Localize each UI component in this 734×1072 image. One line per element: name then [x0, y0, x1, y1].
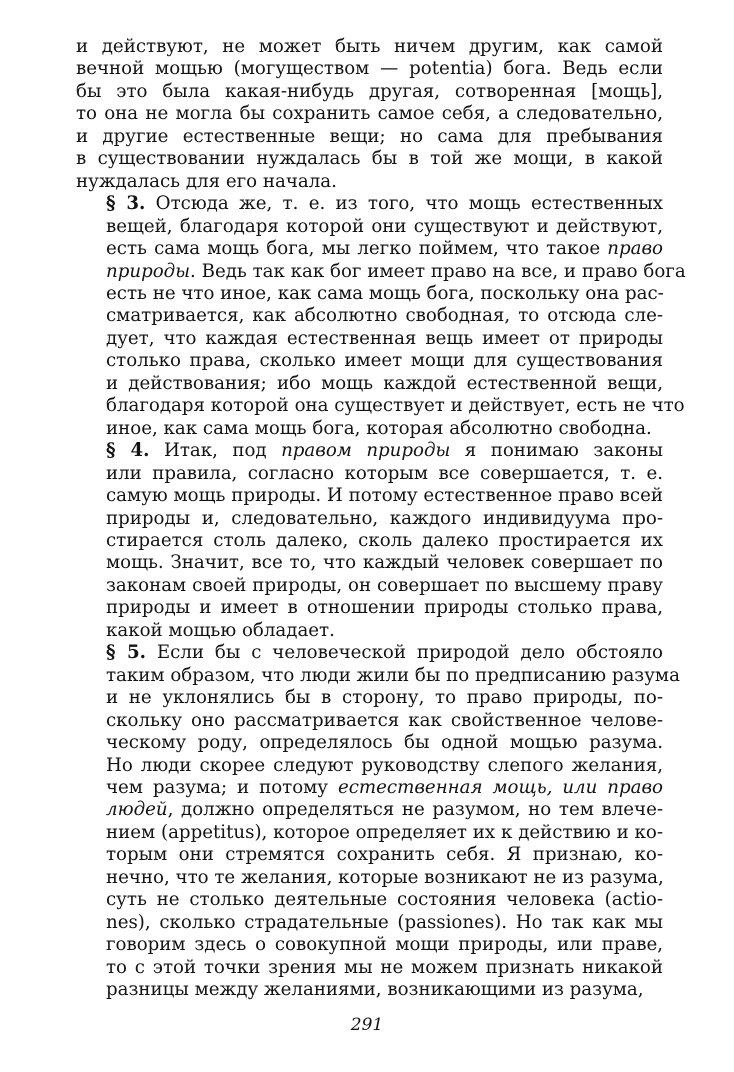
text-run: то с этой точки зрения мы не можем признать никакой: [106, 956, 663, 978]
text-run: вещей, благодаря которой они существуют и действуют,: [106, 215, 663, 237]
text-run: есть сама мощь бога, мы легко поймем, что такое: [106, 238, 608, 260]
text-line: [76, 440, 663, 462]
text-line: [76, 103, 663, 125]
section-mark: § 3.: [106, 193, 146, 215]
italic-term: природы: [106, 260, 191, 282]
italic-term: правом природы: [281, 440, 451, 462]
text-line: [76, 597, 663, 619]
text-run: законам своей природы, он совершает по высшему праву: [106, 574, 663, 596]
text-run: ческому роду, определялось бы одной мощью разума.: [106, 732, 663, 754]
text-line: [76, 418, 663, 440]
text-run: , должно определяться не разумом, но тем влече-: [167, 799, 663, 821]
text-line: [76, 36, 663, 58]
text-line: [76, 58, 663, 80]
text-run: нием (appetitus), которое определяет их к действию и ко-: [106, 821, 663, 843]
text-line: [76, 530, 663, 552]
text-line: [76, 575, 663, 597]
text-run: мощь. Значит, все то, что каждый человек совершает по: [106, 552, 663, 574]
text-run: природы и, следовательно, каждого индивидуума про-: [106, 507, 663, 529]
text-run: и другие естественные вещи; но сама для пребывания: [76, 125, 663, 147]
paragraph: [76, 642, 680, 1001]
text-run: торым они стремятся сохранить себя. Я признаю, ко-: [106, 844, 663, 866]
text-line: [76, 463, 663, 485]
text-line: [76, 687, 663, 709]
text-line: [76, 305, 663, 327]
text-line: [76, 260, 686, 283]
text-line: [76, 193, 663, 215]
text-line: [76, 552, 663, 574]
text-line: [76, 867, 663, 889]
italic-term: людей: [106, 799, 168, 821]
text-run: вечной мощью (могуществом — potentia) бога. Ведь если: [76, 58, 663, 80]
text-run: Итак, под: [149, 440, 282, 462]
text-run: нечно, что те желания, которые возникают не из разума,: [106, 866, 664, 888]
text-run: Отсюда же, т. е. из того, что мощь естественных: [145, 193, 663, 215]
text-run: столько права, сколько имеет мощи для существования: [106, 350, 663, 372]
text-run: есть не что иное, как сама мощь бога, поскольку она рас-: [106, 282, 664, 304]
text-line: [76, 283, 663, 305]
italic-term: естественная мощь, или право: [337, 776, 663, 798]
text-line: [76, 328, 663, 350]
text-run: Если бы с человеческой природой дело обстояло: [145, 642, 663, 664]
text-run: или правила, согласно которым все совершается, т. е.: [106, 462, 663, 484]
text-run: стирается столь далеко, сколь далеко простирается их: [106, 529, 663, 551]
text-run: таким образом, что люди жили бы по предписанию разума: [106, 664, 680, 686]
text-line: [76, 148, 663, 170]
text-run: я понимаю законы: [450, 440, 663, 462]
section-mark: § 4.: [106, 440, 150, 462]
text-line: [76, 979, 663, 1001]
text-run: самую мощь природы. И потому естественное право всей: [106, 485, 663, 507]
text-run: и действуют, не может быть ничем другим, как самой: [76, 36, 663, 57]
text-line: [76, 889, 663, 911]
paragraph: [76, 193, 686, 440]
page-body: [76, 36, 686, 1001]
text-run: нуждалась для его начала.: [76, 170, 337, 192]
text-run: бы это была какая-нибудь другая, сотворенная [мощь],: [76, 80, 663, 102]
text-run: и не уклонялись бы в сторону, то право природы, по-: [106, 687, 663, 709]
text-run: природы и имеет в отношении природы столько права,: [106, 597, 663, 619]
text-run: разницы между желаниями, возникающими из разума,: [106, 979, 644, 1001]
text-run: nes), сколько страдательные (passiones). Но так как мы: [106, 911, 663, 933]
text-line: [76, 350, 663, 372]
text-run: то она не могла бы сохранить самое себя, а следовательно,: [76, 103, 663, 125]
text-line: [76, 822, 663, 844]
text-run: какой мощью обладает.: [106, 619, 335, 641]
text-run: говорим здесь о совокупной мощи природы, или праве,: [106, 934, 663, 956]
text-line: [76, 81, 663, 103]
page-number: 291: [350, 1015, 384, 1035]
section-mark: § 5.: [106, 642, 146, 664]
text-line: [76, 732, 663, 754]
text-line: [76, 664, 680, 687]
italic-term: право: [607, 238, 663, 260]
text-line: [76, 485, 663, 507]
text-line: [76, 710, 663, 732]
text-line: [76, 171, 663, 193]
text-line: [76, 799, 663, 821]
text-run: в существовании нуждалась бы в той же мощи, в какой: [76, 148, 663, 170]
text-line: [76, 777, 663, 799]
text-line: [76, 755, 663, 777]
text-run: чем разума; и потому: [106, 776, 338, 798]
text-run: благодаря которой она существует и действует, есть не что: [106, 395, 685, 417]
text-line: [76, 508, 663, 530]
text-run: сматривается, как абсолютно свободная, то отсюда сле-: [106, 305, 663, 327]
text-run: иное, как сама мощь бога, которая абсолютно свободна.: [106, 417, 652, 439]
text-run: Но люди скорее следуют руководству слепого желания,: [106, 754, 663, 776]
text-run: и действования; ибо мощь каждой естественной вещи,: [106, 372, 663, 394]
text-run: скольку оно рассматривается как свойственное челове-: [106, 709, 663, 731]
paragraph: [76, 36, 663, 193]
text-line: [76, 395, 685, 417]
text-line: [76, 238, 663, 260]
text-line: [76, 934, 663, 956]
text-line: [76, 642, 663, 664]
paragraph: [76, 440, 663, 642]
text-line: [76, 844, 663, 866]
text-line: [76, 373, 663, 395]
text-line: [76, 216, 663, 238]
text-line: [76, 620, 663, 642]
text-run: . Ведь так как бог имеет право на все, и право бога: [190, 260, 686, 282]
text-run: суть не столько деятельные состояния человека (actio-: [106, 889, 663, 911]
text-run: дует, что каждая естественная вещь имеет от природы: [106, 327, 663, 349]
text-line: [76, 957, 663, 979]
text-line: [76, 126, 663, 148]
text-line: [76, 912, 663, 934]
